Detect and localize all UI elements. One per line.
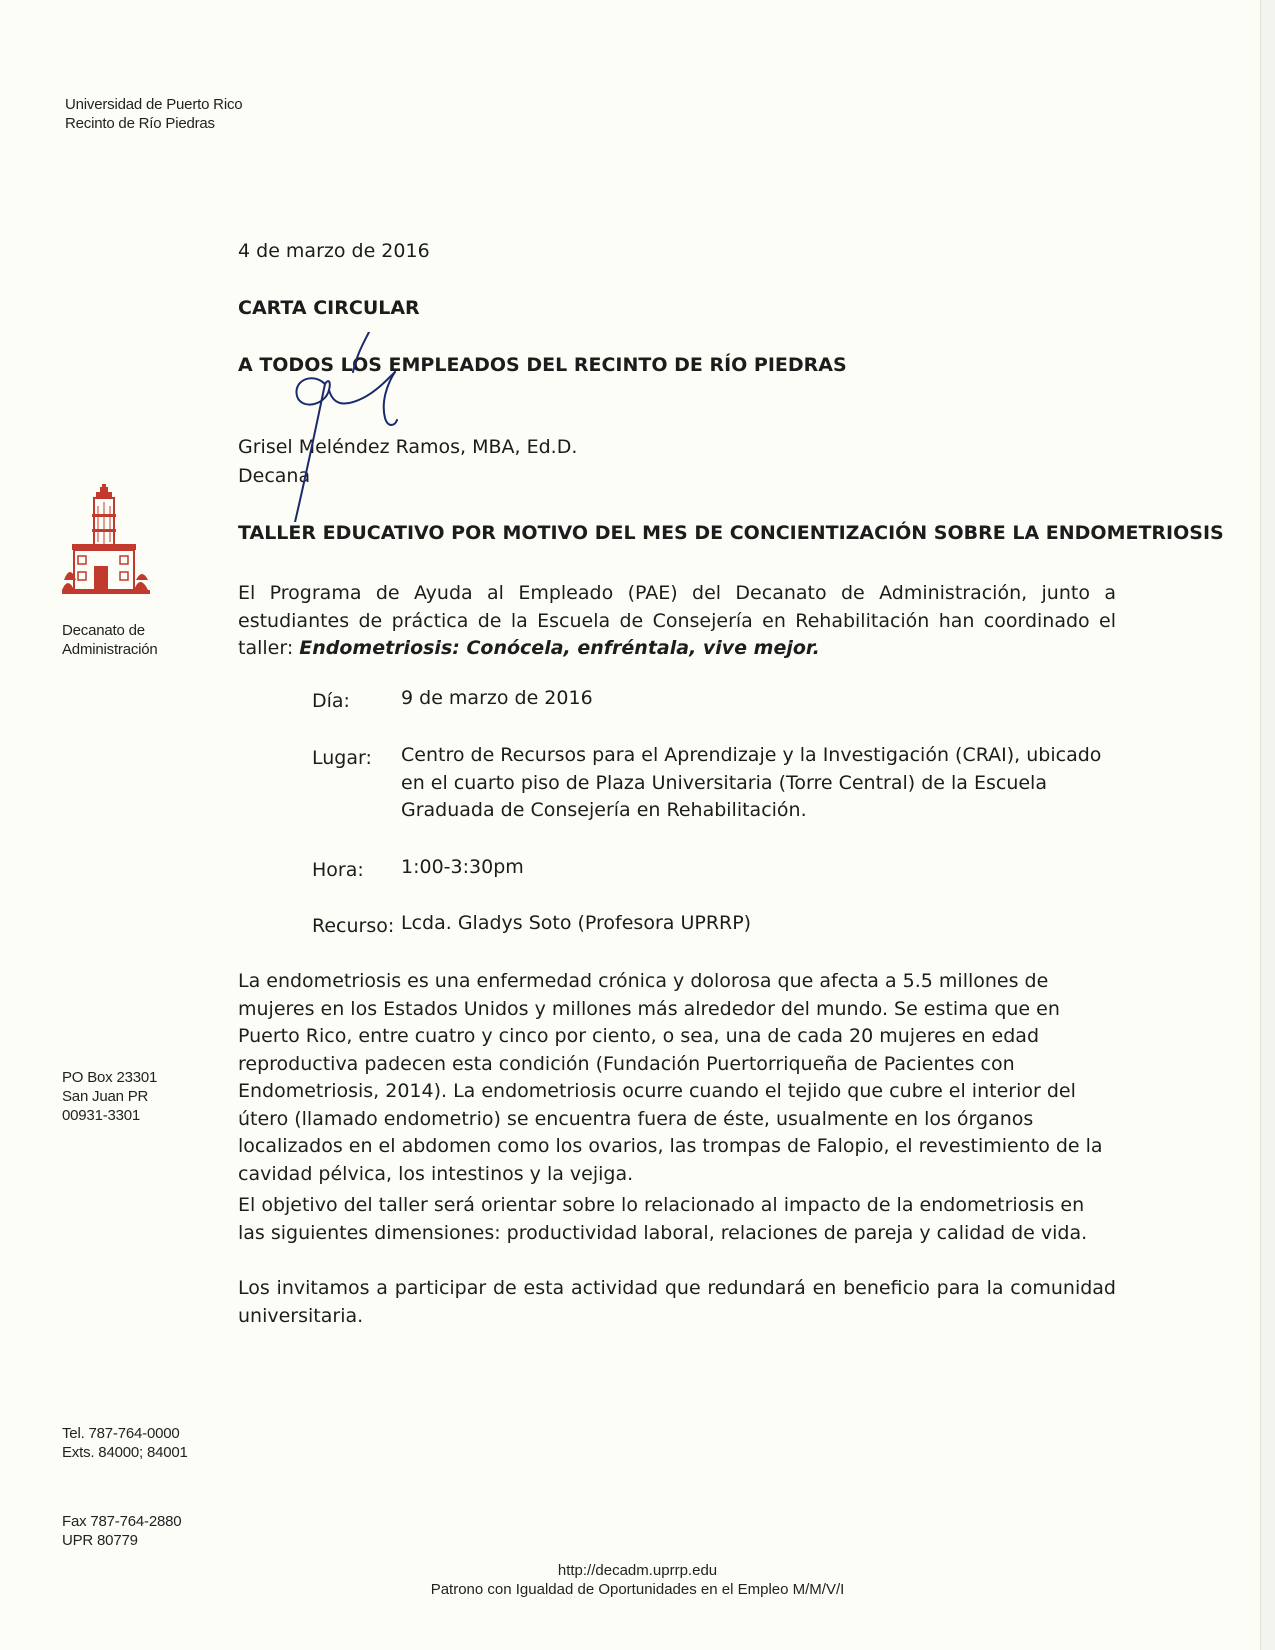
letter-subject: TALLER EDUCATIVO POR MOTIVO DEL MES DE CONCIENTIZACIÓN SOBRE LA ENDOMETRIOSIS	[238, 522, 1224, 544]
day-value: 9 de marzo de 2016	[401, 687, 593, 709]
time-label: Hora:	[312, 859, 364, 881]
fax-number: Fax 787-764-2880	[62, 1513, 182, 1530]
fax-block	[62, 1512, 181, 1550]
upr-code: UPR 80779	[62, 1532, 138, 1549]
address-line: PO Box 23301	[62, 1069, 158, 1086]
letter-recipients: A TODOS LOS EMPLEADOS DEL RECINTO DE RÍO PIEDRAS	[238, 354, 847, 376]
intro-paragraph	[238, 580, 1116, 663]
footer	[0, 1561, 1275, 1599]
place-value: Centro de Recursos para el Aprendizaje y la Investigación (CRAI), ubicado en el cuarto piso de Plaza Universitaria (Torre Central) de la Escuela Graduada de Consejería en Rehabilitación.	[401, 744, 1102, 821]
day-label: Día:	[312, 690, 350, 712]
sender-name: Grisel Meléndez Ramos, MBA, Ed.D.	[238, 436, 578, 458]
resource-label: Recurso:	[312, 915, 395, 937]
website-link[interactable]: http://decadm.uprrp.edu	[557, 1562, 718, 1579]
intro-block	[238, 580, 1116, 663]
body-paragraph-2-block	[238, 1192, 1116, 1247]
mailing-address	[62, 1068, 157, 1125]
time-value: 1:00-3:30pm	[401, 856, 524, 878]
body-paragraph-1: La endometriosis es una enfermedad crónica y dolorosa que afecta a 5.5 millones de mujeres en los Estados Unidos y millones más alrededor del mundo. Se estima que en Puerto Rico, entre cuatro y cinco por ciento, o sea, una de cada 20 mujeres en edad reproductiva padecen esta condición (Fundación Puertorriqueña de Pacientes con Endometriosis, 2014). La endometriosis ocurre cuando el tejido que cubre el interior del útero (llamado endometrio) se encuentra fuera de éste, usualmente en los órganos localizados en el abdomen como los ovarios, las trompas de Falopio, el revestimiento de la cavidad pélvica, los intestinos y la vejiga.	[238, 970, 1103, 1185]
phone-extensions: Exts. 84000; 84001	[62, 1444, 188, 1461]
equal-opportunity-statement: Patrono con Igualdad de Oportunidades en el Empleo M/M/V/I	[430, 1581, 845, 1598]
letter-type: CARTA CIRCULAR	[238, 297, 420, 319]
office-line-1: Decanato de	[62, 622, 145, 639]
tower-logo	[62, 484, 150, 610]
body-paragraph-2: El objetivo del taller será orientar sobre lo relacionado al impacto de la endometriosis en las siguientes dimensiones: productividad laboral, relaciones de pareja y calidad de vida.	[238, 1194, 1088, 1244]
body-paragraph-1-block	[238, 968, 1116, 1188]
phone-number: Tel. 787-764-0000	[62, 1425, 180, 1442]
letter-date: 4 de marzo de 2016	[238, 240, 430, 262]
university-name: Universidad de Puerto Rico	[65, 96, 243, 113]
address-line: 00931-3301	[62, 1107, 141, 1124]
body-paragraph-3-block	[238, 1275, 1116, 1330]
page-edge	[1260, 0, 1275, 1650]
resource-value: Lcda. Gladys Soto (Profesora UPRRP)	[401, 912, 752, 934]
body-paragraph-3: Los invitamos a participar de esta actividad que redundará en beneficio para la comunidad universitaria.	[238, 1277, 1116, 1327]
sender-title: Decana	[238, 465, 311, 487]
office-line-2: Administración	[62, 641, 158, 658]
office-name	[62, 621, 158, 659]
campus-name: Recinto de Río Piedras	[65, 115, 215, 132]
address-line: San Juan PR	[62, 1088, 149, 1105]
place-label: Lugar:	[312, 747, 372, 769]
workshop-title: Endometriosis: Conócela, enfréntala, vive mejor.	[299, 637, 820, 659]
letterhead-institution	[65, 95, 242, 133]
intro-text: El Programa de Ayuda al Empleado (PAE) del Decanato de Administración, junto a estudiantes de práctica de la Escuela de Consejería en Rehabilitación han coordinado el taller:	[238, 582, 1116, 659]
phone-block	[62, 1424, 188, 1462]
